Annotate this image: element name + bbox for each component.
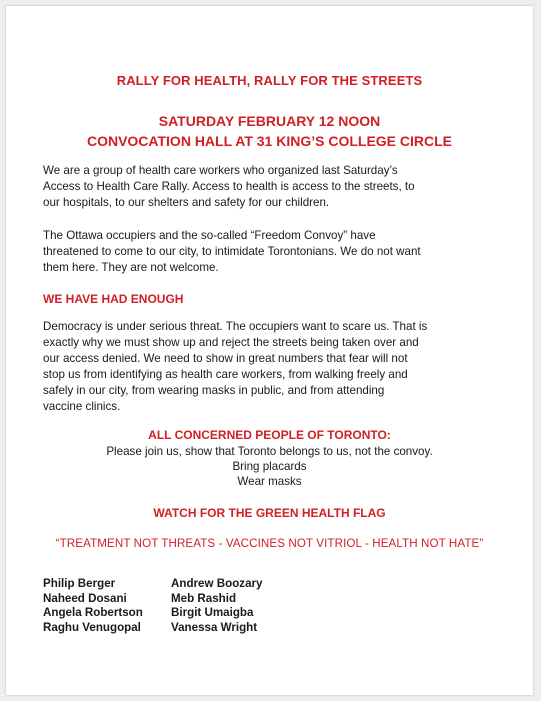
- signer-name: Meb Rashid: [171, 591, 237, 605]
- slogan: “TREATMENT NOT THREATS - VACCINES NOT VITRIOL - HEALTH NOT HATE”: [55, 537, 484, 550]
- paragraph-democracy: [43, 319, 513, 415]
- enough-heading: WE HAVE HAD ENOUGH: [43, 292, 184, 306]
- paragraph-line: exactly why we must show up and reject the streets being taken over and: [43, 336, 419, 349]
- paragraph-intro: [43, 163, 513, 211]
- paragraph-line: stop us from identifying as health care workers, from walking freely and: [43, 368, 408, 381]
- signers-left-column: [43, 577, 143, 635]
- watch-heading: WATCH FOR THE GREEN HEALTH FLAG: [153, 506, 386, 520]
- paragraph-line: our hospitals, to our shelters and safety for our children.: [43, 196, 330, 209]
- paragraph-line: Democracy is under serious threat. The occupiers want to scare us. That is: [43, 320, 428, 333]
- signer-name: Naheed Dosani: [43, 591, 127, 605]
- call-to-action: [6, 444, 533, 489]
- location-line: CONVOCATION HALL AT 31 KING’S COLLEGE CIRCLE: [86, 133, 453, 149]
- paragraph-line: our access denied. We need to show in great numbers that fear will not: [43, 352, 408, 365]
- call-line: Please join us, show that Toronto belongs to us, not the convoy.: [106, 445, 433, 458]
- signer-name: Angela Robertson: [43, 606, 143, 619]
- paragraph-convoy: [43, 228, 513, 276]
- signer-name: Raghu Venugopal: [43, 620, 141, 634]
- signers-right-column: [171, 577, 262, 635]
- concerned-heading: ALL CONCERNED PEOPLE OF TORONTO:: [148, 428, 391, 442]
- signer-name: Vanessa Wright: [171, 620, 258, 634]
- flyer-page: [6, 6, 533, 695]
- paragraph-line: We are a group of health care workers who organized last Saturday’s: [43, 164, 398, 177]
- signer-name: Birgit Umaigba: [171, 606, 254, 619]
- paragraph-line: safely in our city, from wearing masks in public, and from attending: [43, 384, 385, 397]
- paragraph-line: threatened to come to our city, to intimidate Torontonians. We do not want: [43, 245, 421, 258]
- paragraph-line: vaccine clinics.: [43, 400, 121, 413]
- signer-name: Philip Berger: [43, 577, 116, 590]
- paragraph-line: The Ottawa occupiers and the so-called “Freedom Convoy” have: [43, 229, 376, 242]
- call-line: Bring placards: [232, 460, 307, 473]
- paragraph-line: them here. They are not welcome.: [43, 261, 219, 274]
- call-line: Wear masks: [237, 475, 302, 488]
- date-line: SATURDAY FEBRUARY 12 NOON: [158, 113, 381, 129]
- flyer-title: RALLY FOR HEALTH, RALLY FOR THE STREETS: [116, 73, 423, 88]
- paragraph-line: Access to Health Care Rally. Access to health is access to the streets, to: [43, 180, 415, 193]
- signer-name: Andrew Boozary: [171, 577, 263, 590]
